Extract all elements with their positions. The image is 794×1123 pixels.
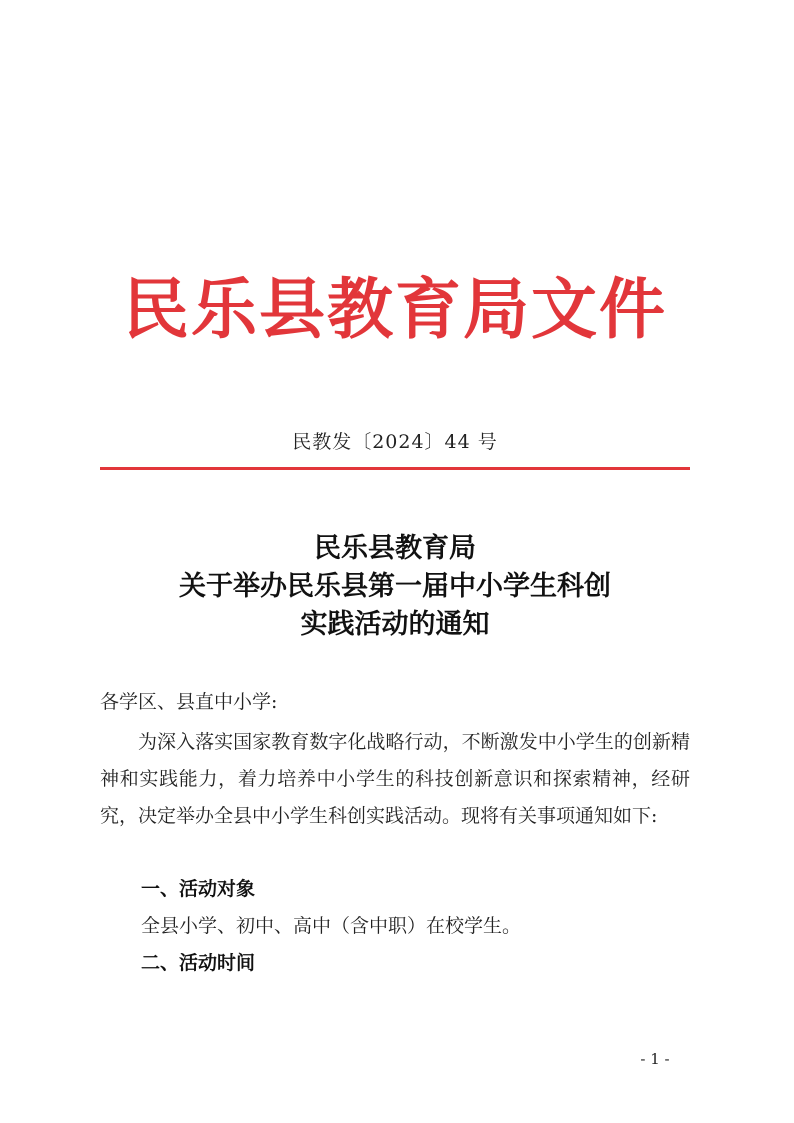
title-line-3: 实践活动的通知 xyxy=(300,609,490,640)
section-2-heading: 二、活动时间 xyxy=(141,952,256,974)
title-line-1: 民乐县教育局 xyxy=(314,533,476,564)
red-divider-line xyxy=(100,467,690,470)
section-1-text: 全县小学、初中、高中（含中职）在校学生。 xyxy=(141,915,522,937)
intro-paragraph: 为深入落实国家教育数字化战略行动，不断激发中小学生的创新精神和实践能力，着力培养中小学生的科技创新意识和探索精神，经研究，决定举办全县中小学生科创实践活动。现将有关事项通知如下: xyxy=(100,731,690,827)
document-number: 民教发〔2024〕44 号 xyxy=(292,431,498,453)
document-masthead: 民乐县教育局文件 xyxy=(123,270,667,348)
notice-title xyxy=(100,530,690,644)
section-1-heading: 一、活动对象 xyxy=(141,878,256,900)
page-number: - 1 - xyxy=(640,1050,670,1068)
title-line-2: 关于举办民乐县第一届中小学生科创 xyxy=(179,571,611,602)
intro-paragraph-block xyxy=(100,724,690,834)
salutation: 各学区、县直中小学: xyxy=(100,691,278,713)
